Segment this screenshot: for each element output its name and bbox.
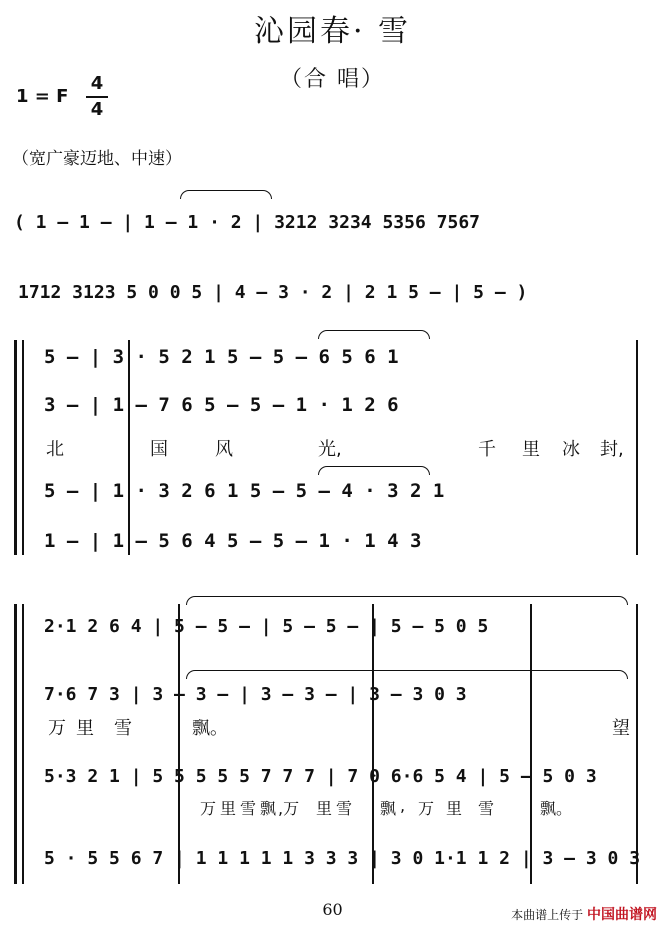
lyric: ,	[400, 796, 406, 815]
song-title: 沁园春· 雪	[253, 14, 412, 49]
lyric: 飘。	[540, 799, 573, 818]
song-subtitle: （合 唱）	[280, 67, 385, 92]
lyric: 雪	[336, 799, 353, 818]
time-signature	[86, 74, 108, 120]
lyric: 雪	[114, 718, 132, 739]
time-bottom: 4	[90, 99, 104, 120]
key-signature: 1 = F	[16, 86, 69, 107]
notes: 5 – | 3 · 5 2 1 5 – 5 – 6 5 6 1	[44, 346, 399, 368]
intro-notes-2: 1712 3123 5 0 0 5 | 4 – 3 · 2 | 2 1 5 – | 5 – )	[18, 282, 528, 303]
site-logo: 中国曲谱网	[587, 907, 657, 923]
lyric: 冰	[562, 439, 580, 460]
barline	[530, 604, 532, 884]
system-bracket	[14, 604, 17, 884]
slur	[186, 596, 628, 605]
intro-notes-1: ( 1 – 1 – | 1 – 1 · 2 | 3212 3234 5356 7567	[14, 212, 480, 233]
system-barline	[22, 340, 24, 555]
notes: 7·6 7 3 | 3 – 3 – | 3 – 3 – | 3 – 3 0 3	[44, 684, 467, 705]
lyric: 国	[150, 439, 168, 460]
lyric: 飘	[260, 799, 277, 818]
lyric: 光,	[318, 439, 342, 460]
lyric: 飘。	[192, 718, 228, 739]
time-top: 4	[90, 73, 104, 94]
slur	[180, 190, 272, 199]
lyric: 里	[76, 718, 94, 739]
notes: 3 – | 1 – 7 6 5 – 5 – 1 · 1 2 6	[44, 394, 399, 416]
credit-text: 本曲谱上传于	[511, 908, 584, 922]
notes: 5 · 5 5 6 7 | 1 1 1 1 1 3 3 3 | 3 0 1·1 1 2 | 3 – 3 0 3	[44, 848, 641, 869]
notes: 5·3 2 1 | 5 5 5 5 5 7 7 7 | 7 0 6·6 5 4 | 5 – 5 0 3	[44, 766, 597, 787]
system-bracket	[14, 340, 17, 555]
lyric: 里	[316, 799, 333, 818]
lyric: 万	[48, 718, 66, 739]
lyric: 里	[220, 799, 237, 818]
lyric: 风	[215, 439, 233, 460]
upload-credit	[511, 904, 657, 924]
barline	[128, 340, 130, 555]
slur	[318, 330, 430, 339]
barline	[178, 604, 180, 884]
lyric: ,万	[278, 799, 300, 818]
barline	[636, 604, 638, 884]
lyric: 雪	[240, 799, 257, 818]
lyric: 万	[418, 799, 435, 818]
lyric: 雪	[478, 799, 495, 818]
notes: 2·1 2 6 4 | 5 – 5 – | 5 – 5 – | 5 – 5 0 5	[44, 616, 489, 637]
barline	[636, 340, 638, 555]
tempo-marking: （宽广豪迈地、中速）	[12, 149, 182, 169]
lyric: 飘	[380, 799, 397, 818]
notes: 1 – | 1 – 5 6 4 5 – 5 – 1 · 1 4 3	[44, 530, 422, 552]
time-bar	[86, 96, 108, 98]
lyric: 望	[612, 718, 630, 739]
page-number: 60	[322, 900, 343, 919]
lyric: 千	[478, 439, 496, 460]
barline	[372, 604, 374, 884]
lyric: 万	[200, 799, 217, 818]
lyric: 里	[522, 439, 540, 460]
system-barline	[22, 604, 24, 884]
lyric: 北	[46, 439, 64, 460]
notes: 5 – | 1 · 3 2 6 1 5 – 5 – 4 · 3 2 1	[44, 480, 445, 502]
lyric: 里	[446, 799, 463, 818]
slur	[318, 466, 430, 475]
lyric: 封,	[600, 439, 624, 460]
slur	[186, 670, 628, 679]
